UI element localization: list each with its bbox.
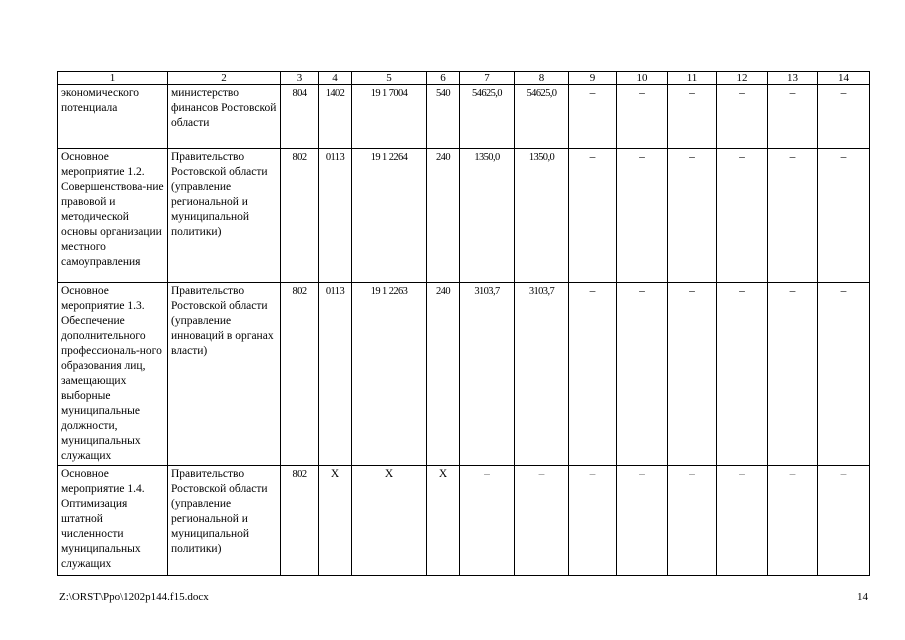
column-number: 4 [319, 72, 352, 85]
year-value-cell: – [617, 466, 668, 576]
year-value-cell: – [668, 466, 717, 576]
budget-table [57, 71, 870, 576]
year-value-cell: 3103,7 [515, 283, 569, 466]
year-value-cell: – [768, 283, 818, 466]
column-number-row [58, 72, 870, 85]
page-number: 14 [857, 591, 868, 603]
year-value-cell: – [818, 85, 870, 149]
column-number: 12 [717, 72, 768, 85]
csr-cell: 19 1 2263 [352, 283, 427, 466]
table-row [58, 466, 870, 576]
year-value-cell: – [717, 85, 768, 149]
program-name-cell: Основное мероприятие 1.4. Оптимизация штатной численности муниципальных служащих [58, 466, 168, 576]
year-value-cell: – [569, 149, 617, 283]
column-number: 10 [617, 72, 668, 85]
year-value-cell: – [818, 283, 870, 466]
vr-cell: 240 [427, 149, 460, 283]
grbs-cell: 802 [281, 149, 319, 283]
table-row [58, 85, 870, 149]
rzpr-cell: 0113 [319, 283, 352, 466]
program-name-cell: Основное мероприятие 1.3. Обеспечение дополнительного профессиональ-ного образования лиц, замещающих выборные муниципальные должности, муниципальных служащих [58, 283, 168, 466]
year-value-cell: – [668, 149, 717, 283]
year-value-cell: – [515, 466, 569, 576]
column-number: 1 [58, 72, 168, 85]
year-value-cell: – [768, 149, 818, 283]
column-number: 8 [515, 72, 569, 85]
csr-cell: 19 1 2264 [352, 149, 427, 283]
table-row [58, 149, 870, 283]
column-number: 14 [818, 72, 870, 85]
year-value-cell: – [768, 85, 818, 149]
total-cell: 1350,0 [460, 149, 515, 283]
column-number: 2 [168, 72, 281, 85]
year-value-cell: – [668, 283, 717, 466]
executor-cell: министерство финансов Ростовской области [168, 85, 281, 149]
year-value-cell: 54625,0 [515, 85, 569, 149]
executor-cell: Правительство Ростовской области (управление региональной и муниципальной политики) [168, 466, 281, 576]
column-number: 7 [460, 72, 515, 85]
rzpr-cell: 0113 [319, 149, 352, 283]
executor-cell: Правительство Ростовской области (управление региональной и муниципальной политики) [168, 149, 281, 283]
rzpr-cell: Х [319, 466, 352, 576]
year-value-cell: – [768, 466, 818, 576]
csr-cell: Х [352, 466, 427, 576]
year-value-cell: – [617, 283, 668, 466]
year-value-cell: – [818, 466, 870, 576]
table-row [58, 283, 870, 466]
grbs-cell: 804 [281, 85, 319, 149]
year-value-cell: – [569, 466, 617, 576]
year-value-cell: – [717, 466, 768, 576]
executor-cell: Правительство Ростовской области (управление инноваций в органах власти) [168, 283, 281, 466]
year-value-cell: – [617, 149, 668, 283]
year-value-cell: – [818, 149, 870, 283]
vr-cell: 240 [427, 283, 460, 466]
vr-cell: Х [427, 466, 460, 576]
year-value-cell: – [717, 149, 768, 283]
program-name-cell: экономического потенциала [58, 85, 168, 149]
csr-cell: 19 1 7004 [352, 85, 427, 149]
total-cell: 3103,7 [460, 283, 515, 466]
total-cell: – [460, 466, 515, 576]
vr-cell: 540 [427, 85, 460, 149]
footer-file-path: Z:\ORST\Ppo\1202p144.f15.docx [59, 591, 209, 603]
column-number: 11 [668, 72, 717, 85]
year-value-cell: – [617, 85, 668, 149]
grbs-cell: 802 [281, 283, 319, 466]
year-value-cell: – [717, 283, 768, 466]
year-value-cell: – [668, 85, 717, 149]
year-value-cell: – [569, 283, 617, 466]
program-name-cell: Основное мероприятие 1.2. Совершенствова-ние правовой и методической основы организации местного самоуправления [58, 149, 168, 283]
year-value-cell: – [569, 85, 617, 149]
year-value-cell: 1350,0 [515, 149, 569, 283]
column-number: 5 [352, 72, 427, 85]
column-number: 6 [427, 72, 460, 85]
total-cell: 54625,0 [460, 85, 515, 149]
rzpr-cell: 1402 [319, 85, 352, 149]
column-number: 3 [281, 72, 319, 85]
column-number: 9 [569, 72, 617, 85]
column-number: 13 [768, 72, 818, 85]
grbs-cell: 802 [281, 466, 319, 576]
